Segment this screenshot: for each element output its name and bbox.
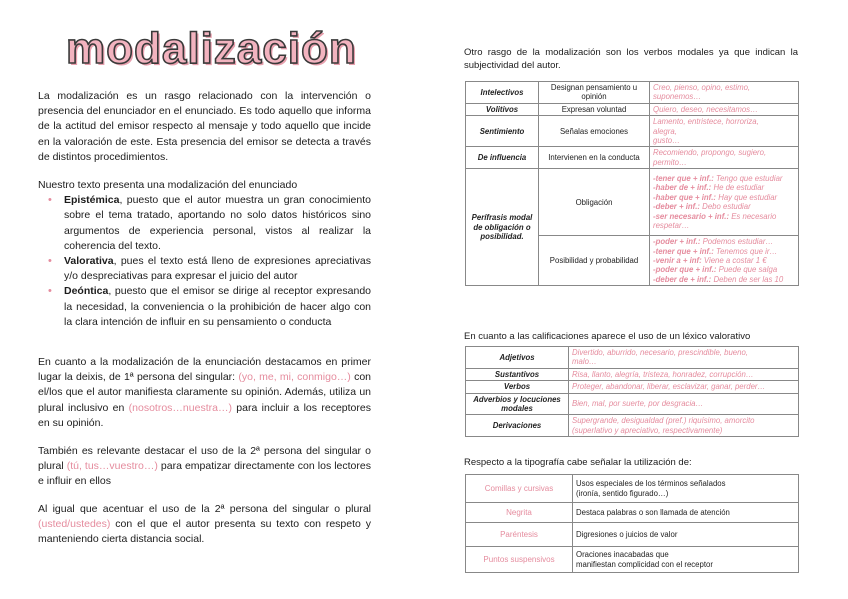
typography-type: Negrita bbox=[466, 503, 573, 523]
table-row bbox=[466, 169, 799, 236]
table-row bbox=[466, 368, 799, 380]
example: (yo, me, mi, conmigo…) bbox=[238, 371, 351, 384]
table-row bbox=[466, 147, 799, 169]
typography-table bbox=[465, 474, 799, 573]
verbs-intro: Otro rasgo de la modalización son los verbos modales ya que indican la subjectividad del autor. bbox=[464, 47, 798, 71]
lexicon-type: Sustantivos bbox=[466, 368, 569, 380]
lexicon-table bbox=[465, 346, 799, 437]
verb-meaning: Intervienen en la conducta bbox=[539, 147, 650, 169]
type-term: Deóntica bbox=[64, 285, 109, 298]
typography-type: Paréntesis bbox=[466, 523, 573, 547]
lexicon-type: Derivaciones bbox=[466, 415, 569, 437]
typography-desc: Digresiones o juicios de valor bbox=[573, 523, 799, 547]
table-row bbox=[466, 347, 799, 369]
verb-type: Volitivos bbox=[466, 103, 539, 115]
lexicon-type: Verbos bbox=[466, 381, 569, 393]
verb-examples: Recomiendo, propongo, sugiero, permito… bbox=[650, 147, 799, 169]
example: (tú, tus…vuestro…) bbox=[66, 460, 158, 473]
types-intro: Nuestro texto presenta una modalización del enunciado bbox=[38, 179, 298, 191]
typography-type: Puntos suspensivos bbox=[466, 547, 573, 573]
lexicon-intro: En cuanto a las calificaciones aparece el uso de un léxico valorativo bbox=[464, 331, 751, 342]
typography-type: Comillas y cursivas bbox=[466, 475, 573, 503]
table-row bbox=[466, 503, 799, 523]
text: En cuanto a la modalización de la enunciación destacamos en primer lugar la deixis, de 1ª persona del singular: bbox=[38, 356, 371, 384]
verb-meaning: Señalas emociones bbox=[539, 116, 650, 147]
table-row bbox=[466, 415, 799, 437]
verb-examples: -tener que + inf.: Tengo que estudiar -haber de + inf.: He de estudiar -haber que + inf.: Hay que estudiar -deber + inf.: Debo estudiar -ser necesario + inf.: Es necesario respetar… bbox=[650, 169, 799, 236]
type-term: Valorativa bbox=[64, 255, 114, 268]
intro-paragraph bbox=[38, 89, 371, 165]
text: para incluir a los receptores en su opinión. bbox=[38, 401, 371, 429]
table-row bbox=[466, 103, 799, 115]
text: También es relevante destacar el uso de la 2ª persona del singular o plural bbox=[38, 445, 371, 473]
lexicon-examples: Risa, llanto, alegría, tristeza, honradez, corrupción… bbox=[569, 368, 799, 380]
typography-intro: Respecto a la tipografía cabe señalar la utilización de: bbox=[464, 457, 692, 468]
table-row bbox=[466, 82, 799, 104]
verb-examples: Quiero, deseo, necesitamos… bbox=[650, 103, 799, 115]
lexicon-examples: Proteger, abandonar, liberar, esclavizar, ganar, perder… bbox=[569, 381, 799, 393]
text: con el que el autor presenta su texto con respeto y manteniendo cierta distancia social. bbox=[38, 518, 371, 546]
types-list bbox=[38, 193, 371, 330]
example: (nosotros…nuestra…) bbox=[128, 401, 232, 414]
type-term: Epistémica bbox=[64, 194, 120, 207]
types-section bbox=[38, 178, 371, 330]
table-row bbox=[466, 523, 799, 547]
verb-examples: -poder + inf.: Podemos estudiar… -tener que + inf.: Tenemos que ir… -venir a + inf: Viene a costar 1 € -poder que + inf.: Puede que salga -deber de + inf.: Deben de ser las 10 bbox=[650, 236, 799, 286]
lexicon-examples: Bien, mal, por suerte, por desgracia… bbox=[569, 393, 799, 415]
verb-examples: Creo, pienso, opino, estimo, suponemos… bbox=[650, 82, 799, 104]
type-text: , puesto que el emisor se dirige al receptor expresando la necesidad, la conveniencia o la prohibición de hacer algo con la clara intención de influir en su pensamiento o conducta bbox=[64, 285, 371, 328]
formal-paragraph bbox=[38, 502, 371, 548]
verb-meaning: Obligación bbox=[539, 169, 650, 236]
verb-type: Intelectivos bbox=[466, 82, 539, 104]
table-row bbox=[466, 547, 799, 573]
deixis-paragraph bbox=[38, 355, 371, 431]
modal-verbs-table bbox=[465, 81, 799, 286]
text: Al igual que acentuar el uso de la 2ª persona del singular o plural bbox=[38, 503, 371, 515]
table-row bbox=[466, 116, 799, 147]
intro-text: La modalización es un rasgo relacionado con la intervención o presencia del enunciador en el enunciado. Es todo aquello que informa de la actitud del emisor respecto al mensaje y todo aquello que incide en la valoración de este. Esta presencia del emisor se detecta a través de distintos procedimientos. bbox=[38, 90, 371, 163]
type-text: , puesto que el autor muestra un gran conocimiento sobre el tema tratado, aportando no solo datos históricos sino argumentos de experiencia personal, vistos al realizar la coherencia del texto. bbox=[64, 194, 371, 252]
lexicon-type: Adjetivos bbox=[466, 347, 569, 369]
text: para empatizar directamente con los lectores e influir en ellos bbox=[38, 460, 371, 488]
list-item bbox=[64, 284, 371, 330]
typography-desc: Usos especiales de los términos señalados (ironía, sentido figurado…) bbox=[573, 475, 799, 503]
verb-meaning: Designan pensamiento u opinión bbox=[539, 82, 650, 104]
table-row bbox=[466, 475, 799, 503]
table-row bbox=[466, 393, 799, 415]
verb-examples: Lamento, entristece, horroriza, alegra, gusto… bbox=[650, 116, 799, 147]
lexicon-type: Adverbios y locuciones modales bbox=[466, 393, 569, 415]
lexicon-examples: Divertido, aburrido, necesario, prescindible, bueno, malo… bbox=[569, 347, 799, 369]
list-item bbox=[64, 254, 371, 284]
verb-meaning: Posibilidad y probabilidad bbox=[539, 236, 650, 286]
verb-type: De influencia bbox=[466, 147, 539, 169]
second-person-paragraph bbox=[38, 444, 371, 490]
verb-type: Sentimiento bbox=[466, 116, 539, 147]
verb-type: Perífrasis modal de obligación o posibilidad. bbox=[466, 169, 539, 286]
typography-desc: Oraciones inacabadas que manifiestan complicidad con el receptor bbox=[573, 547, 799, 573]
verb-meaning: Expresan voluntad bbox=[539, 103, 650, 115]
lexicon-examples: Supergrande, desigualdad (pref.) riquísimo, amorcito (superlativo y apreciativo, respectivamente) bbox=[569, 415, 799, 437]
page-title: modalización bbox=[66, 24, 357, 73]
text: con el/los que el autor manifiesta claramente su opinión. Además, utiliza un plural inclusivo en bbox=[38, 371, 371, 414]
type-text: , pues el texto está lleno de expresiones apreciativas y/o despreciativas para expresar el juicio del autor bbox=[64, 255, 371, 283]
example: (usted/ustedes) bbox=[38, 518, 111, 531]
typography-desc: Destaca palabras o son llamada de atención bbox=[573, 503, 799, 523]
table-row bbox=[466, 381, 799, 393]
list-item bbox=[64, 193, 371, 254]
